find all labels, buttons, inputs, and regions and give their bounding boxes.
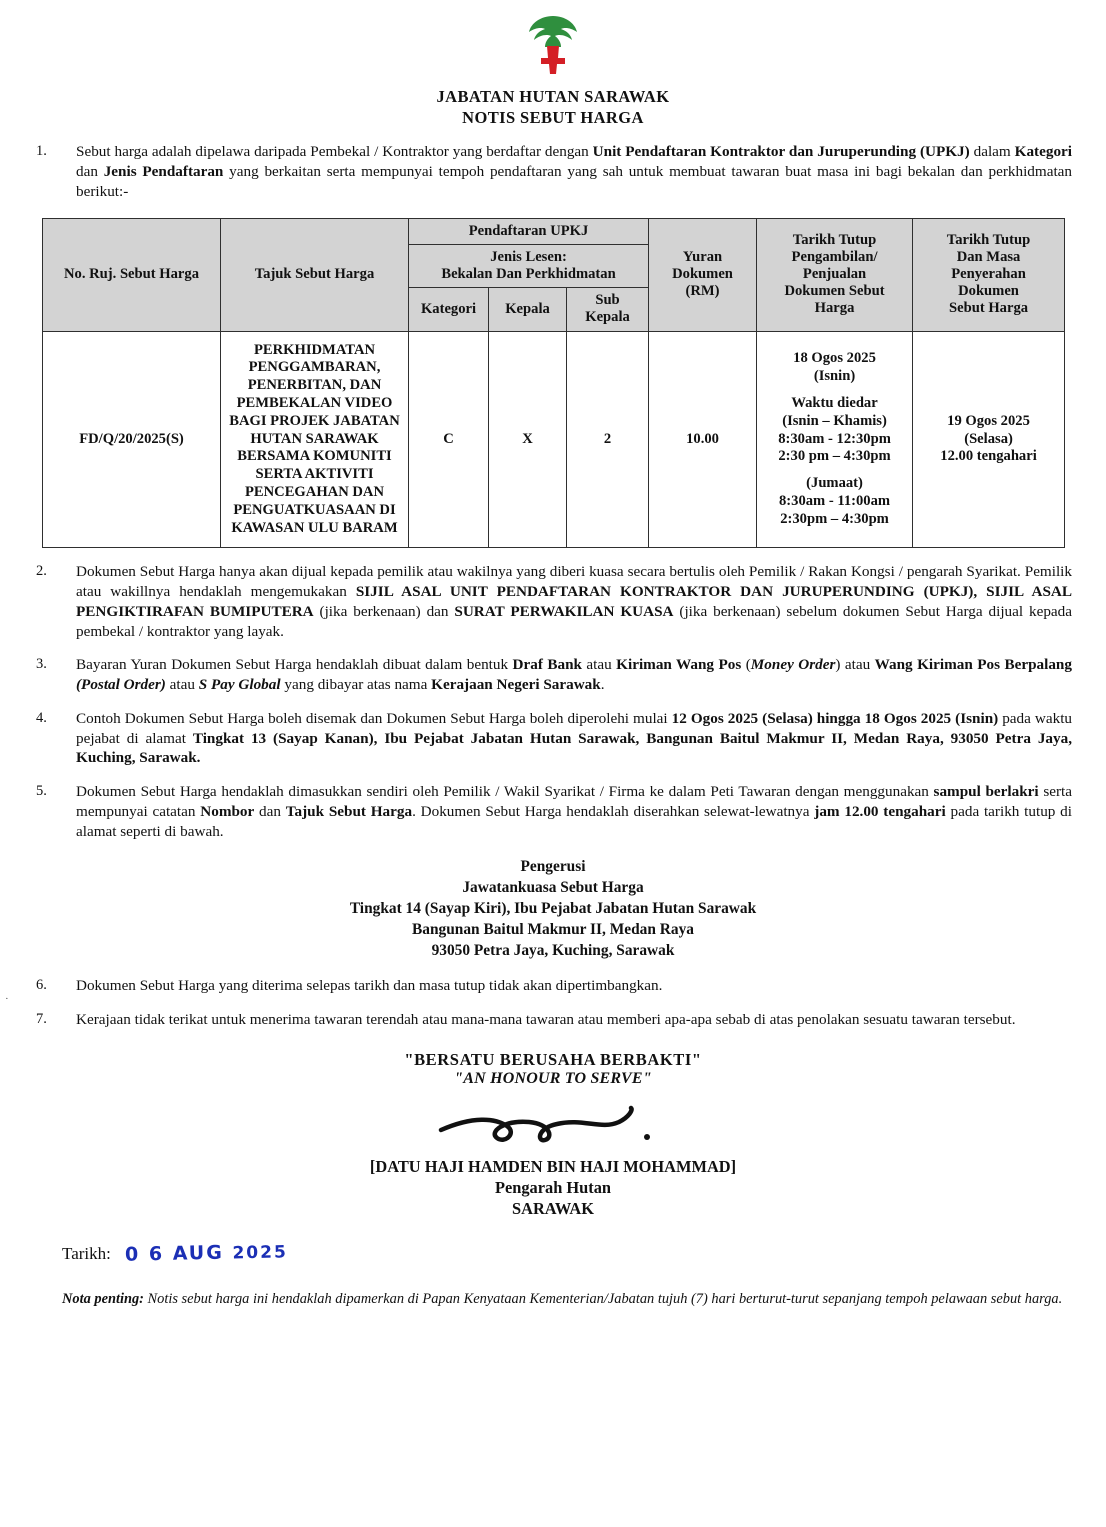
date-label: Tarikh: bbox=[62, 1243, 111, 1263]
th-licence-type bbox=[409, 244, 649, 287]
friday-label: (Jumaat) bbox=[806, 475, 863, 492]
clause-5-text: Dokumen Sebut Harga hendaklah dimasukkan sendiri oleh Pemilik / Wakil Syarikat / Firma ke dalam Peti Tawaran dengan menggunakan sampul berlakri serta mempunyai catatan Nombor dan Tajuk Sebut Harga. Dokumen Sebut Harga hendaklah diserahkan selewat-lewatnya jam 12.00 tengahari pada tarikh tutup di alamat seperti di bawah. bbox=[76, 783, 1072, 840]
clause-6 bbox=[34, 962, 1072, 996]
distribution-days: (Isnin – Khamis) bbox=[782, 412, 887, 429]
clause-7 bbox=[34, 996, 1072, 1030]
th-closing-sale-l1: Tarikh Tutup bbox=[792, 231, 877, 248]
address-line-3: Tingkat 14 (Sayap Kiri), Ibu Pejabat Jabatan Hutan Sarawak bbox=[349, 900, 757, 918]
clause-6-number: 6. bbox=[36, 977, 47, 994]
clause-2-text: Dokumen Sebut Harga hanya akan dijual kepada pemilik atau wakilnya yang diberi kuasa secara bertulis oleh Pemilik / Rakan Kongsi / pengarah Syarikat. Pemilik atau wakillnya hendaklah mengemukakan SIJIL ASAL UNIT PENDAFTARAN KONTRAKTOR DAN JURUPERUNDING (UPKJ), SIJIL ASAL PENGIKTIRAFAN BUMIPUTERA (jika berkenaan) dan SURAT PERWAKILAN KUASA (jika berkenaan) sebelum dokumen Sebut Harga dijual kepada pembekal / kontraktor yang layak. bbox=[76, 563, 1073, 640]
clause-2 bbox=[34, 548, 1072, 641]
closing-submit-day: (Selasa) bbox=[964, 430, 1013, 447]
address-line-1: Pengerusi bbox=[520, 858, 586, 876]
org-title-line2: NOTIS SEBUT HARGA bbox=[462, 107, 644, 127]
friday-time-2: 2:30pm – 4:30pm bbox=[780, 510, 889, 527]
table-header-row-1 bbox=[43, 218, 1065, 244]
th-fee-l1: Yuran bbox=[682, 248, 723, 265]
th-closing-submit-l3: Penyerahan bbox=[951, 265, 1026, 282]
distribution-time-2: 2:30 pm – 4:30pm bbox=[778, 448, 891, 465]
important-note-label: Nota penting: bbox=[62, 1290, 144, 1307]
cell-kepala: X bbox=[489, 331, 567, 548]
date-day: 0 6 bbox=[124, 1242, 165, 1266]
th-upkj: Pendaftaran UPKJ bbox=[409, 218, 649, 244]
th-kepala: Kepala bbox=[489, 288, 567, 331]
clause-2-number: 2. bbox=[36, 563, 47, 580]
th-ref-no: No. Ruj. Sebut Harga bbox=[43, 218, 221, 331]
th-closing-submit-l1: Tarikh Tutup bbox=[946, 231, 1031, 248]
clause-7-number: 7. bbox=[36, 1010, 47, 1027]
important-note-text: Notis sebut harga ini hendaklah dipamerkan di Papan Kenyataan Kementerian/Jabatan tujuh (7) hari berturut-turut sepanjang tempoh pelawaan sebut harga. bbox=[143, 1290, 1063, 1307]
date-year: 2025 bbox=[232, 1241, 288, 1263]
clause-6-text: Dokumen Sebut Harga yang diterima selepas tarikh dan masa tutup tidak akan dipertimbangkan. bbox=[76, 977, 663, 995]
date-month: AUG bbox=[172, 1241, 224, 1265]
friday-time-1: 8:30am - 11:00am bbox=[779, 492, 891, 509]
th-sub-kepala: Sub Kepala bbox=[567, 288, 649, 331]
clause-4-text: Contoh Dokumen Sebut Harga boleh disemak dan Dokumen Sebut Harga boleh diperolehi mulai 12 Ogos 2025 (Selasa) hingga 18 Ogos 2025 (Isnin) pada waktu pejabat di alamat Tingkat 13 (Sayap Kanan), Ibu Pejabat Jabatan Hutan Sarawak, Bangunan Baitul Makmur II, Medan Raya, 93050 Petra Jaya, Kuching, Sarawak. bbox=[76, 709, 1073, 767]
th-fee-l3: (RM) bbox=[685, 283, 720, 300]
submission-address bbox=[0, 857, 1106, 962]
closing-submit-time: 12.00 tengahari bbox=[940, 448, 1037, 465]
clause-1-number: 1. bbox=[36, 143, 47, 160]
cell-ref-no: FD/Q/20/2025(S) bbox=[43, 331, 221, 548]
clause-5 bbox=[34, 768, 1072, 841]
th-kategori: Kategori bbox=[409, 288, 489, 331]
date-row bbox=[62, 1242, 1106, 1264]
cell-title: PERKHIDMATAN PENGGAMBARAN, PENERBITAN, DAN PEMBEKALAN VIDEO BAGI PROJEK JABATAN HUTAN SARAWAK BERSAMA KOMUNITI SERTA AKTIVITI PENCEGAHAN DAN PENGUATKUASAAN DI KAWASAN ULU BARAM bbox=[221, 331, 409, 548]
page-margin-mark: · bbox=[5, 993, 9, 1005]
date-stamp bbox=[125, 1240, 288, 1265]
th-closing-submit-l2: Dan Masa bbox=[956, 248, 1021, 265]
th-fee bbox=[649, 218, 757, 331]
signature-mark bbox=[0, 1104, 1106, 1156]
clause-3-text: Bayaran Yuran Dokumen Sebut Harga hendaklah dibuat dalam bentuk Draf Bank atau Kiriman Wang Pos (Money Order) atau Wang Kiriman Pos Berpalang (Postal Order) atau S Pay Global yang dibayar atas nama Kerajaan Negeri Sarawak. bbox=[76, 656, 1072, 694]
cell-closing-submit bbox=[913, 331, 1065, 548]
important-note bbox=[62, 1290, 1072, 1309]
clause-4-number: 4. bbox=[36, 709, 47, 726]
th-closing-submit-l4: Dokumen bbox=[958, 283, 1019, 300]
distribution-time-1: 8:30am - 12:30pm bbox=[778, 430, 891, 447]
th-closing-sale-l4: Dokumen Sebut bbox=[784, 283, 885, 300]
clause-7-text: Kerajaan tidak terikat untuk menerima tawaran terendah atau mana-mana tawaran atau memberi apa-apa sebab di atas penolakan sesuatu tawaran tersebut. bbox=[76, 1010, 1016, 1028]
th-closing-submit bbox=[913, 218, 1065, 331]
clause-1-text: Sebut harga adalah dipelawa daripada Pembekal / Kontraktor yang berdaftar dengan Unit Pendaftaran Kontraktor dan Juruperunding (UPKJ) dalam Kategori dan Jenis Pendaftaran yang berkaitan serta mempunyai tempoh pendaftaran yang sah untuk membuat tawaran buat masa ini bagi bekalan dan perkhidmatan berikut:- bbox=[76, 143, 1072, 200]
cell-closing-sale bbox=[757, 331, 913, 548]
cell-sub-kepala: 2 bbox=[567, 331, 649, 548]
clause-5-number: 5. bbox=[36, 783, 47, 800]
address-line-2: Jawatankuasa Sebut Harga bbox=[462, 879, 644, 897]
th-closing-sale bbox=[757, 218, 913, 331]
quotation-table bbox=[42, 218, 1065, 549]
th-licence-type-l1: Jenis Lesen: bbox=[490, 248, 567, 265]
signer-state: SARAWAK bbox=[512, 1199, 594, 1219]
organisation-title bbox=[0, 87, 1106, 128]
th-closing-sale-l5: Harga bbox=[814, 300, 855, 317]
closing-sale-date: 18 Ogos 2025 bbox=[793, 350, 876, 367]
th-title: Tajuk Sebut Harga bbox=[221, 218, 409, 331]
signer-block bbox=[0, 1156, 1106, 1220]
motto-en: "AN HONOUR TO SERVE" bbox=[454, 1069, 652, 1087]
clause-4 bbox=[34, 695, 1072, 768]
clause-3 bbox=[34, 641, 1072, 695]
closing-sale-day: (Isnin) bbox=[813, 368, 856, 385]
th-closing-submit-l5: Sebut Harga bbox=[949, 300, 1029, 317]
clause-3-number: 3. bbox=[36, 656, 47, 673]
org-title-line1: JABATAN HUTAN SARAWAK bbox=[436, 87, 670, 106]
address-line-4: Bangunan Baitul Makmur II, Medan Raya bbox=[412, 921, 694, 939]
th-closing-sale-l3: Penjualan bbox=[802, 265, 867, 282]
signer-position: Pengarah Hutan bbox=[494, 1177, 612, 1197]
address-line-5: 93050 Petra Jaya, Kuching, Sarawak bbox=[431, 942, 675, 960]
th-closing-sale-l2: Pengambilan/ bbox=[791, 248, 878, 265]
motto bbox=[0, 1050, 1106, 1088]
cell-fee: 10.00 bbox=[649, 331, 757, 548]
motto-bm: "BERSATU BERUSAHA BERBAKTI" bbox=[404, 1049, 702, 1069]
signer-name: [DATU HAJI HAMDEN BIN HAJI MOHAMMAD] bbox=[369, 1156, 737, 1176]
sarawak-forest-department-logo bbox=[521, 14, 585, 76]
clause-1 bbox=[34, 128, 1072, 201]
table-row bbox=[43, 331, 1065, 548]
cell-kategori: C bbox=[409, 331, 489, 548]
logo-container bbox=[0, 0, 1106, 81]
th-licence-type-l2: Bekalan Dan Perkhidmatan bbox=[441, 265, 616, 282]
distribution-label: Waktu diedar bbox=[791, 394, 878, 411]
th-fee-l2: Dokumen bbox=[672, 265, 733, 282]
closing-submit-date: 19 Ogos 2025 bbox=[947, 412, 1030, 429]
